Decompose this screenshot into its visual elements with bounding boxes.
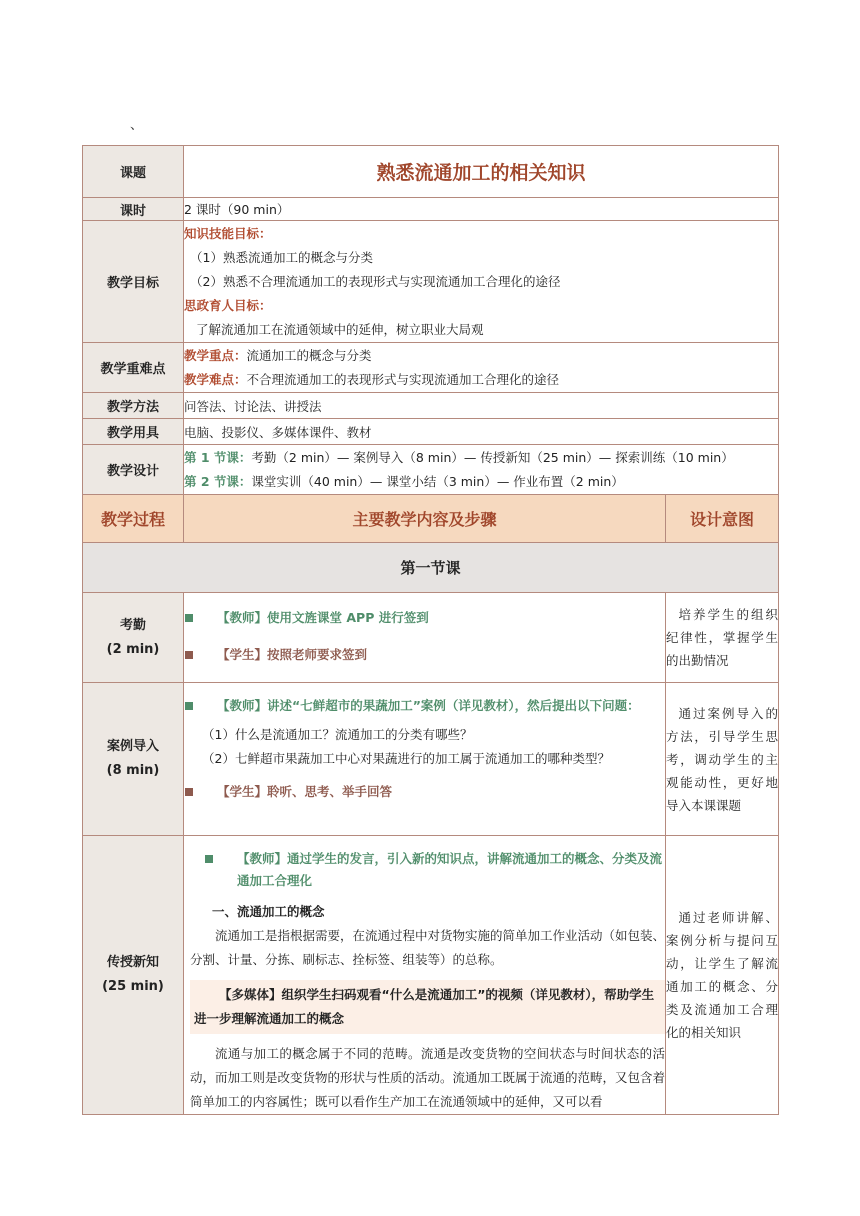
lesson-plan-table xyxy=(82,145,779,1115)
stage-label xyxy=(83,593,184,683)
stage-label xyxy=(83,683,184,836)
row-key-points xyxy=(83,343,779,393)
goal-item: （1）熟悉流通加工的概念与分类 xyxy=(190,249,373,265)
stage-label xyxy=(83,836,184,1115)
teacher-step: 【教师】讲述“七鲜超市的果蔬加工”案例（详见教材），然后提出以下问题： xyxy=(184,695,665,717)
moral-heading: 思政育人目标： xyxy=(184,297,272,313)
square-bullet-icon xyxy=(185,702,193,710)
stage-content xyxy=(184,836,666,1115)
header-content: 主要教学内容及步骤 xyxy=(184,495,666,543)
stage-time: (8 min) xyxy=(106,763,160,778)
method-label: 教学方法 xyxy=(83,393,184,419)
key-point: 流通加工的概念与分类 xyxy=(246,347,372,363)
stage-time: (2 min) xyxy=(106,641,160,657)
row-design xyxy=(83,445,779,495)
paragraph: 流通加工是指根据需要，在流通过程中对货物实施的简单加工作业活动（如包装、分割、计量、分拣、刷标志、拴标签、组装等）的总称。 xyxy=(190,928,666,967)
knowledge-heading: 知识技能目标： xyxy=(184,225,272,241)
stage-row-new-knowledge xyxy=(83,836,779,1115)
square-bullet-icon xyxy=(185,614,193,622)
row-method xyxy=(83,393,779,419)
design-intent: 通过老师讲解、案例分析与提问互动，让学生了解流通加工的概念、分类及流通加工合理化的相关知识 xyxy=(666,836,779,1115)
header-process: 教学过程 xyxy=(83,495,184,543)
design-intent: 培养学生的组织纪律性，掌握学生的出勤情况 xyxy=(666,593,779,683)
hours-value: 2 课时（90 min） xyxy=(184,198,779,221)
stage-row-case xyxy=(83,683,779,836)
goals-label: 教学目标 xyxy=(83,221,184,343)
moral-goal: 了解流通加工在流通领域中的延伸，树立职业大局观 xyxy=(196,321,484,337)
stage-content xyxy=(184,593,666,683)
multimedia-note: 【多媒体】组织学生扫码观看“什么是流通加工”的视频（详见教材），帮助学生进一步理解流通加工的概念 xyxy=(190,980,665,1034)
square-bullet-icon xyxy=(185,651,193,659)
student-step: 【学生】按照老师要求签到 xyxy=(184,644,665,666)
design-2: 课堂实训（40 min）— 课堂小结（3 min）— 作业布置（2 min） xyxy=(251,473,624,489)
topic-title: 熟悉流通加工的相关知识 xyxy=(184,146,779,198)
stage-name: 考勤 xyxy=(119,617,146,633)
stage-row-attendance xyxy=(83,593,779,683)
design-content xyxy=(184,445,779,495)
design-1: 考勤（2 min）— 案例导入（8 min）— 传授新知（25 min）— 探索训练（10 min） xyxy=(251,449,734,465)
design-intent: 通过案例导入的方法，引导学生思考，调动学生的主观能动性，更好地导入本课课题 xyxy=(666,683,779,836)
difficult-point: 不合理流通加工的表现形式与实现流通加工合理化的途径 xyxy=(246,371,560,387)
difficult-point-label: 教学难点： xyxy=(184,371,247,387)
question-item: （1）什么是流通加工？流通加工的分类有哪些？ xyxy=(202,727,473,742)
section-heading: 一、流通加工的概念 xyxy=(212,904,325,919)
design-1-label: 第 1 节课： xyxy=(184,449,252,465)
row-tools xyxy=(83,419,779,445)
square-bullet-icon xyxy=(185,788,193,796)
tools-value: 电脑、投影仪、多媒体课件、教材 xyxy=(184,419,779,445)
square-bullet-icon xyxy=(205,855,213,863)
stage-content xyxy=(184,683,666,836)
stage-name: 传授新知 xyxy=(106,955,159,970)
student-step: 【学生】聆听、思考、举手回答 xyxy=(184,781,665,803)
row-goals xyxy=(83,221,779,343)
row-topic xyxy=(83,146,779,198)
header-intent: 设计意图 xyxy=(666,495,779,543)
section-title: 第一节课 xyxy=(83,543,779,593)
tools-label: 教学用具 xyxy=(83,419,184,445)
process-header-row xyxy=(83,495,779,543)
key-point-label: 教学重点： xyxy=(184,347,247,363)
row-hours xyxy=(83,198,779,221)
stage-name: 案例导入 xyxy=(106,739,159,754)
goals-content xyxy=(184,221,779,343)
design-label: 教学设计 xyxy=(83,445,184,495)
topic-label: 课题 xyxy=(83,146,184,198)
section-row xyxy=(83,543,779,593)
goal-item: （2）熟悉不合理流通加工的表现形式与实现流通加工合理化的途径 xyxy=(190,273,561,289)
key-label: 教学重难点 xyxy=(83,343,184,393)
method-value: 问答法、讨论法、讲授法 xyxy=(184,393,779,419)
teacher-step: 【教师】通过学生的发言，引入新的知识点，讲解流通加工的概念、分类及流通加工合理化 xyxy=(204,848,665,892)
hours-label: 课时 xyxy=(83,198,184,221)
paragraph: 流通与加工的概念属于不同的范畴。流通是改变货物的空间状态与时间状态的活动，而加工则是改变货物的形状与性质的活动。流通加工既属于流通的范畴，又包含着简单加工的内容属性；既可以看作生产加工在流通领域中的延伸，又可以看 xyxy=(190,1046,666,1109)
design-2-label: 第 2 节课： xyxy=(184,473,252,489)
stray-mark: 、 xyxy=(130,118,144,133)
teacher-step: 【教师】使用文旌课堂 APP 进行签到 xyxy=(184,607,665,629)
stage-time: (25 min) xyxy=(102,979,164,994)
key-content xyxy=(184,343,779,393)
question-item: （2）七鲜超市果蔬加工中心对果蔬进行的加工属于流通加工的哪种类型？ xyxy=(202,751,610,766)
